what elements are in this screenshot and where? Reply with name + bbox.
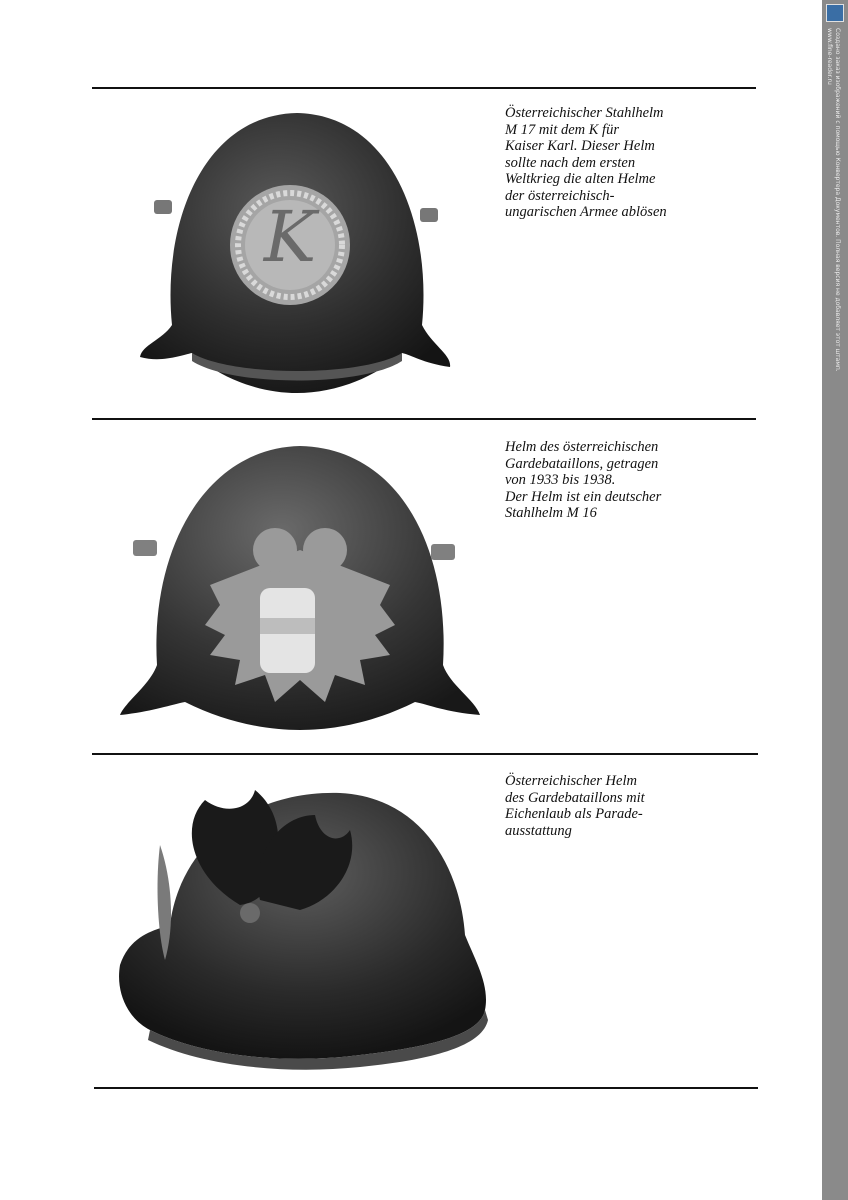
rule-3 (92, 753, 758, 755)
converter-watermark-strip (822, 0, 848, 1200)
bottom-rule (94, 1087, 758, 1089)
watermark-line-1: Создано заказ изображений с помощью Конвертера Документов. Полная версия не добавляет этот штамп. (834, 28, 841, 372)
caption-gardebataillon: Helm des österreichischen Gardebataillons, getragen von 1933 bis 1938. Der Helm ist ein deutscher Stahlhelm M 16 (505, 439, 662, 521)
rule-2 (92, 418, 756, 420)
helmet-photo-gardebataillon (115, 440, 485, 735)
helmet-photo-eichenlaub (110, 785, 495, 1070)
caption-m17: Österreichischer Stahlhelm M 17 mit dem K für Kaiser Karl. Dieser Helm sollte nach dem ersten Weltkrieg die alten Helme der österreichisch- ungarischen Armee ablösen (505, 105, 667, 220)
caption-eichenlaub: Österreichischer Helm des Gardebataillons mit Eichenlaub als Parade- ausstattung (505, 773, 645, 839)
watermark-line-2: www.fine-reader.ru (826, 28, 833, 85)
top-rule (92, 87, 756, 89)
watermark-text (825, 28, 841, 372)
helmet-badge-letter: K (263, 196, 317, 278)
converter-logo-icon (826, 4, 844, 22)
